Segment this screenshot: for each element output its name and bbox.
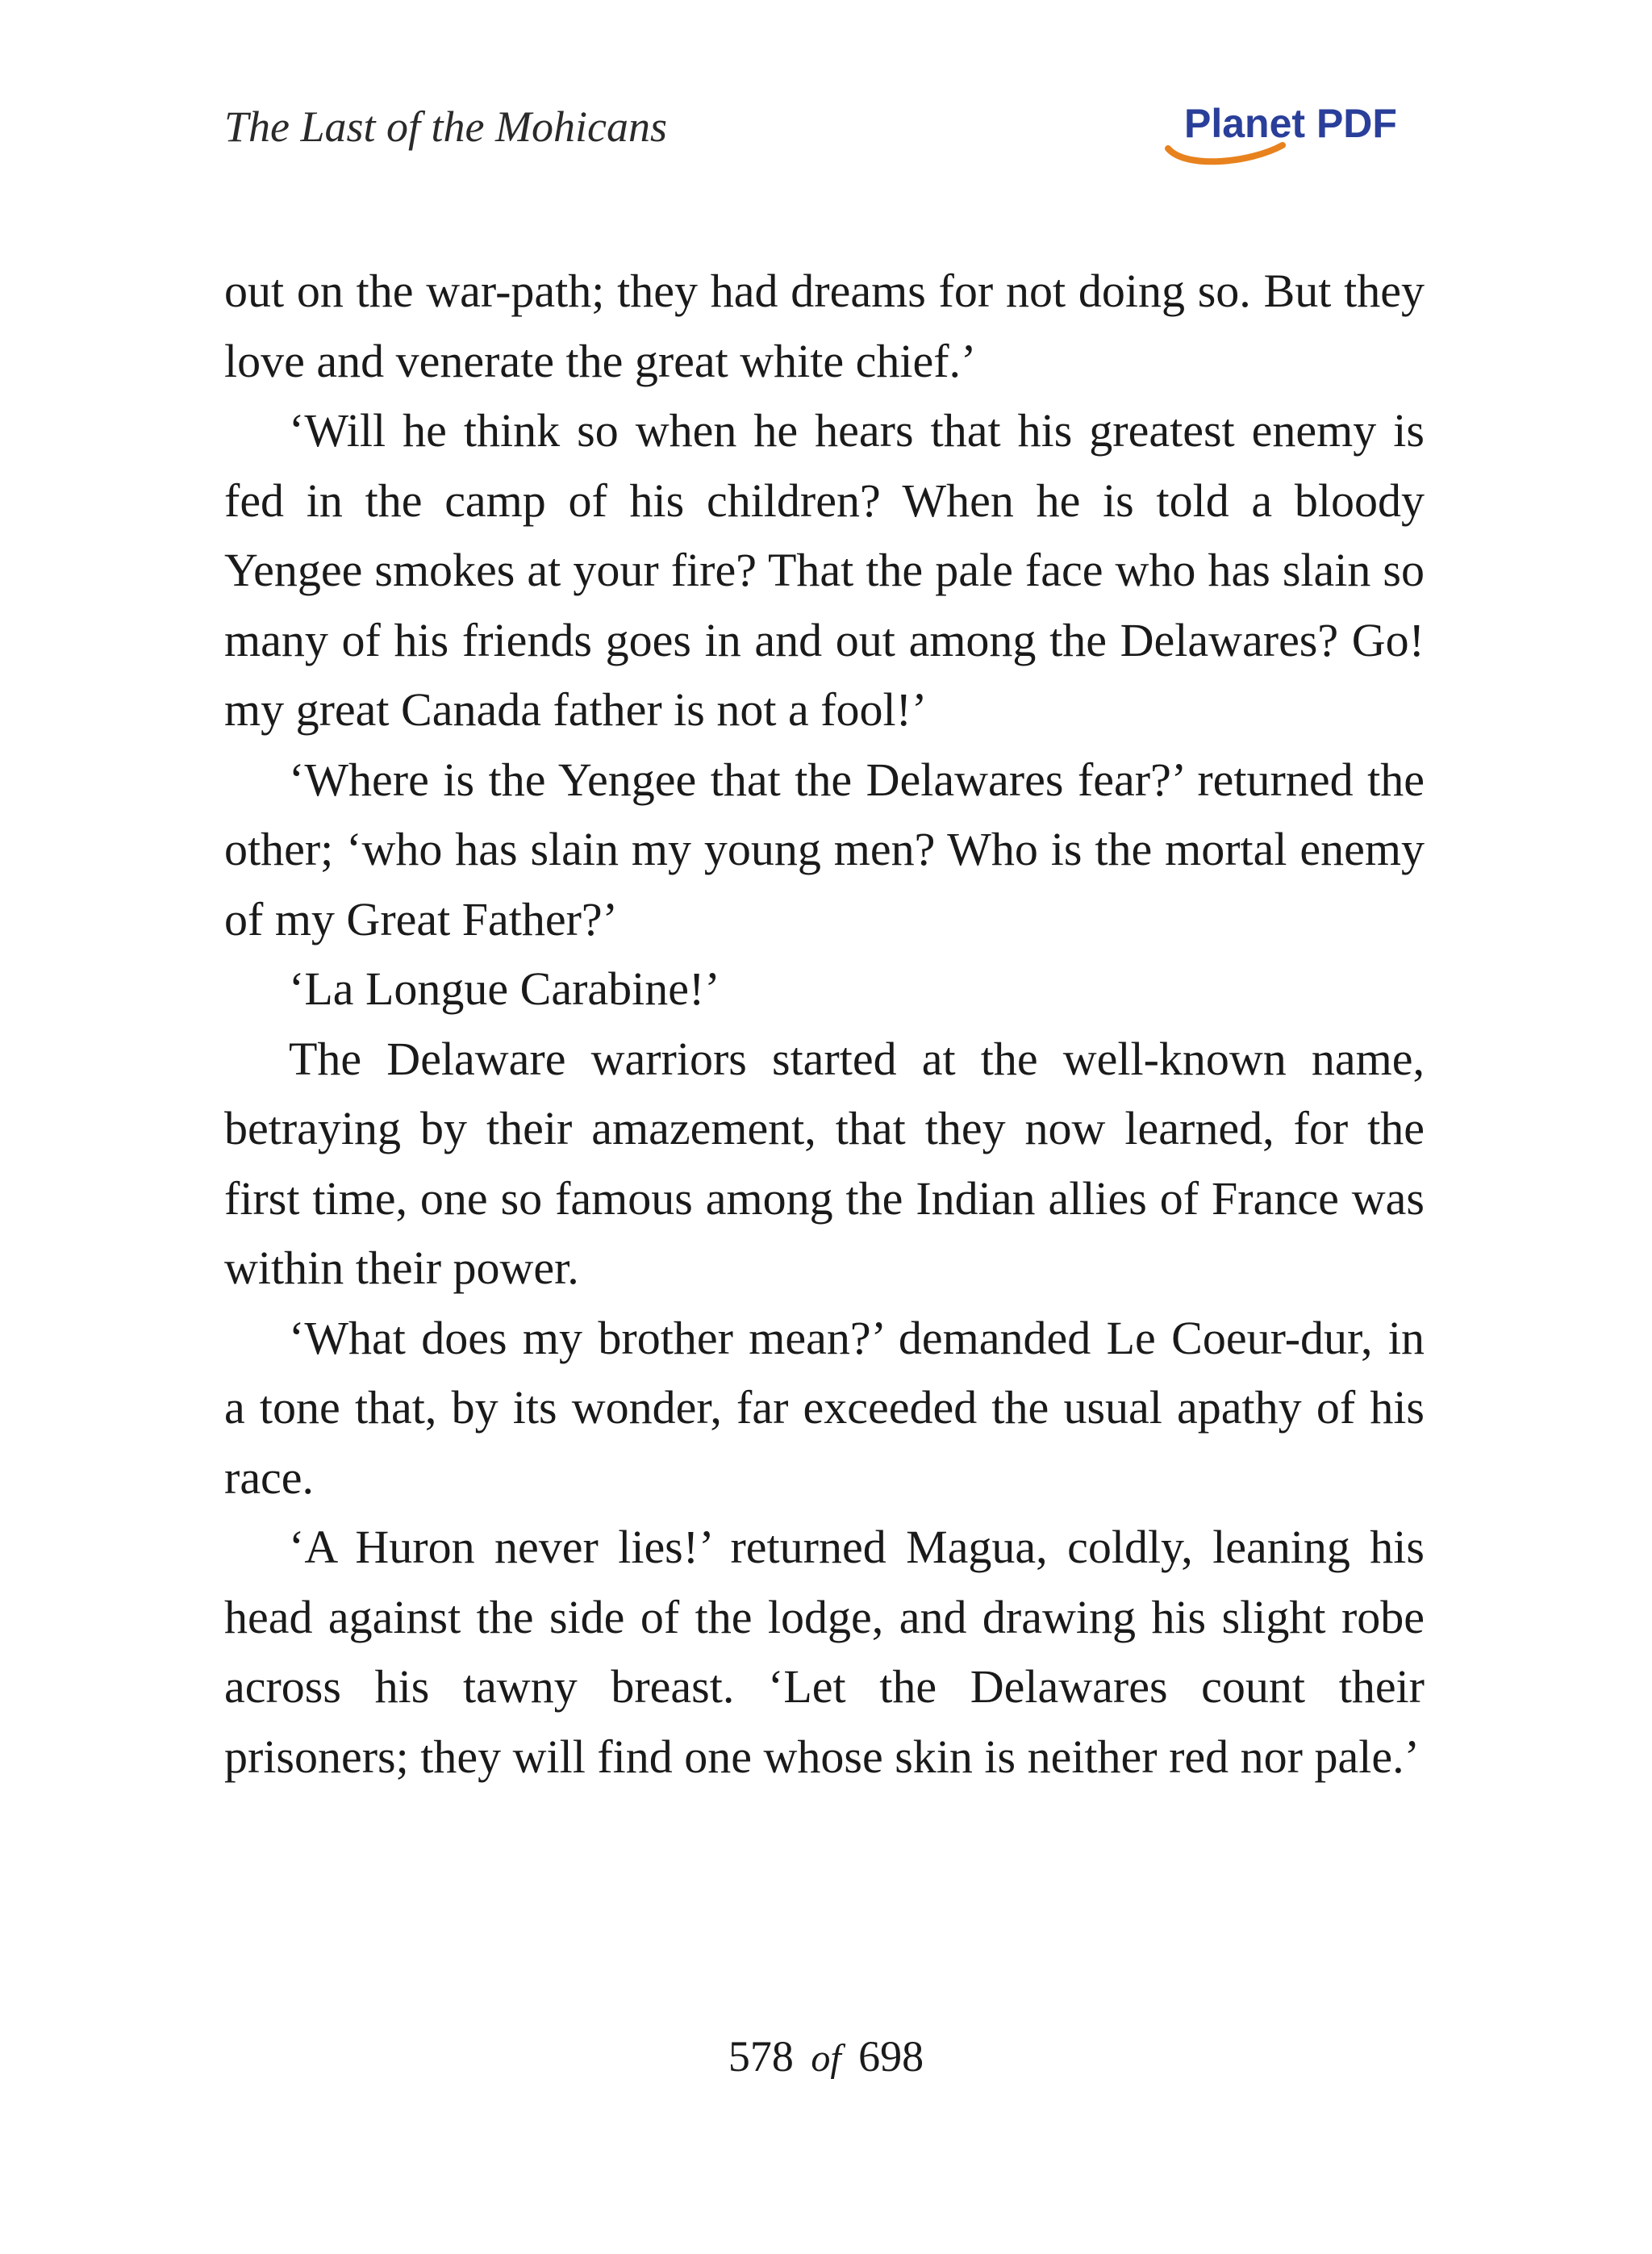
- planet-pdf-logo: [1162, 98, 1428, 171]
- total-pages: 698: [858, 2032, 924, 2081]
- paragraph: ‘A Huron never lies!’ returned Magua, coldly, leaning his head against the side of the lodge, and drawing his slight robe across his tawny breast. ‘Let the Delawares count their prisoners; they will find one whose skin is neither red nor pale.’: [224, 1521, 1425, 1783]
- body-text: [224, 257, 1425, 1792]
- paragraph: out on the war-path; they had dreams for not doing so. But they love and venerate the great white chief.’: [224, 265, 1425, 387]
- current-page: 578: [728, 2032, 794, 2081]
- running-header-title: The Last of the Mohicans: [224, 102, 667, 151]
- paragraph: The Delaware warriors started at the well-known name, betraying by their amazement, that they now learned, for the first time, one so famous among the Indian allies of France was within their power.: [224, 1032, 1425, 1294]
- paragraph: ‘What does my brother mean?’ demanded Le Coeur-dur, in a tone that, by its wonder, far exceeded the usual apathy of his race.: [224, 1311, 1425, 1504]
- paragraph: ‘Where is the Yengee that the Delawares fear?’ returned the other; ‘who has slain my young men? Who is the mortal enemy of my Great Father?’: [224, 753, 1425, 945]
- paragraph: ‘La Longue Carabine!’: [289, 962, 720, 1015]
- page-number: [0, 2032, 1652, 2081]
- logo-text: Planet PDF: [1184, 101, 1397, 146]
- paragraph: ‘Will he think so when he hears that his greatest enemy is fed in the camp of his children? When he is told a bloody Yengee smokes at your fire? That the pale face who has slain so many of his friends goes in and out among the Delawares? Go! my great Canada father is not a fool!’: [224, 404, 1425, 736]
- of-label: of: [811, 2037, 841, 2080]
